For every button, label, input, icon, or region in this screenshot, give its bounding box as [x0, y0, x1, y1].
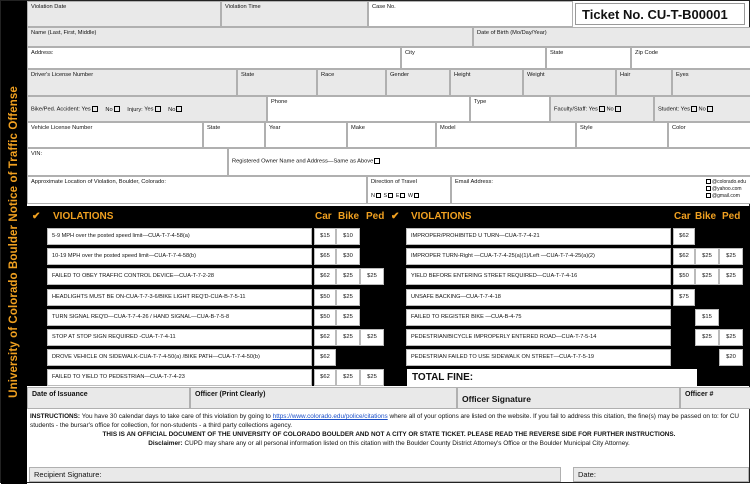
label: Faculty/Staff:: [554, 106, 588, 113]
fine-bike: $25: [336, 268, 360, 285]
officer-signature-field[interactable]: [457, 387, 680, 409]
label: No: [606, 106, 614, 113]
injury-yes-checkbox[interactable]: [155, 106, 161, 112]
instructions: [27, 410, 750, 465]
label: Officer (Print Clearly): [195, 391, 266, 398]
citations-link[interactable]: https://www.colorado.edu/police/citations: [272, 413, 388, 420]
gmail-checkbox[interactable]: [706, 193, 711, 198]
bike-accident-field: [27, 96, 267, 122]
injury-no-checkbox[interactable]: [176, 106, 182, 112]
direction-field: [367, 176, 451, 204]
form-body: [27, 1, 750, 484]
label: Yes: [81, 106, 91, 113]
faculty-yes-checkbox[interactable]: [599, 106, 605, 112]
colorado-checkbox[interactable]: [706, 179, 711, 184]
fine-car: $50: [314, 289, 336, 306]
vehicle-state-field[interactable]: [203, 122, 265, 148]
same-as-above-checkbox[interactable]: [374, 158, 380, 164]
registered-owner-field[interactable]: [228, 148, 750, 176]
fine-ped: $25: [719, 268, 743, 285]
dir-e-checkbox[interactable]: [400, 193, 405, 198]
label: State: [550, 50, 564, 56]
violation-row[interactable]: FAILED TO REGISTER BIKE —CUA-B-4-75: [406, 309, 671, 326]
fine-car: $62: [314, 369, 336, 386]
address-field[interactable]: [27, 47, 401, 69]
disclaimer-text: CUPD may share any or all personal information listed on this citation with the Boulder County District Attorney's Office or the Boulder Municipal City Attorney.: [184, 440, 630, 447]
label: Violation Date: [31, 4, 67, 10]
fine-car: $62: [673, 228, 695, 245]
violation-row[interactable]: 10-19 MPH over the posted speed limit—CUA-T-7-4-58(b): [47, 248, 312, 265]
location-field[interactable]: [27, 176, 367, 204]
check-icon: ✔: [32, 211, 41, 222]
label: Case No.: [372, 4, 396, 10]
label: Injury:: [127, 106, 143, 113]
fine-car: $50: [314, 309, 336, 326]
hair-field[interactable]: [616, 69, 672, 96]
label: VIN:: [31, 151, 43, 157]
disclaimer-label: Disclaimer:: [148, 440, 183, 447]
email-domains: [705, 179, 746, 200]
label: Year: [269, 125, 281, 131]
violation-row[interactable]: 5-9 MPH over the posted speed limit—CUA-T-7-4-58(a): [47, 228, 312, 245]
vehicle-license-field[interactable]: [27, 122, 203, 148]
student-no-checkbox[interactable]: [707, 106, 713, 112]
violation-row[interactable]: UNSAFE BACKING—CUA-T-7-4-18: [406, 289, 671, 306]
label: Height: [454, 72, 471, 78]
fine-ped: $25: [360, 329, 384, 346]
ticket-label: Ticket No.: [582, 7, 644, 22]
label: Model: [440, 125, 456, 131]
phone-field[interactable]: [267, 96, 470, 122]
label: Officer #: [685, 391, 714, 398]
gender-field[interactable]: [386, 69, 450, 96]
vin-field[interactable]: [27, 148, 228, 176]
check-icon: ✔: [391, 211, 400, 222]
height-field[interactable]: [450, 69, 523, 96]
dl-state-field[interactable]: [237, 69, 317, 96]
email-field[interactable]: [451, 176, 750, 204]
fine-car: $75: [673, 289, 695, 306]
ped-header: Ped: [366, 211, 385, 222]
label: Color: [672, 125, 686, 131]
bike-accident-no-checkbox[interactable]: [114, 106, 120, 112]
label: S: [383, 193, 388, 199]
dir-s-checkbox[interactable]: [388, 193, 393, 198]
side-label: University of Colorado Boulder Notice of Traffic Offense: [8, 86, 20, 398]
violation-time-field[interactable]: [221, 1, 368, 27]
state-field[interactable]: [546, 47, 631, 69]
label: Address:: [31, 50, 54, 56]
violation-row[interactable]: HEADLIGHTS MUST BE ON-CUA-T-7-3-6/BIKE LIGHT REQ'D-CUA-B-7-5-11: [47, 289, 312, 306]
officer-print-field[interactable]: [190, 387, 457, 409]
violation-row[interactable]: FAILED TO OBEY TRAFFIC CONTROL DEVICE—CUA-T-7-2-28: [47, 268, 312, 285]
fine-car: $62: [673, 248, 695, 265]
label: Phone: [271, 99, 288, 105]
label: Registered Owner Name and Address—Same as Above: [232, 158, 374, 165]
fine-car: $62: [314, 268, 336, 285]
label: Direction of Travel: [371, 179, 417, 185]
label: Vehicle License Number: [31, 125, 93, 131]
label: Type: [474, 99, 487, 105]
fine-bike: $15: [695, 309, 719, 326]
label: Date:: [578, 470, 596, 479]
label: State: [207, 125, 221, 131]
fine-car: $65: [314, 248, 336, 265]
ticket-value: CU-T-B00001: [647, 7, 728, 22]
violation-row[interactable]: IMPROPER TURN-Right —CUA-T-7-4-25(a)(1)/Left —CUA-T-7-4-25(a)(2): [406, 248, 671, 265]
race-field[interactable]: [317, 69, 386, 96]
violation-row[interactable]: IMPROPER/PROHIBITED U TURN—CUA-T-7-4-21: [406, 228, 671, 245]
label: E: [395, 193, 400, 199]
label: No: [168, 106, 176, 113]
dob-field[interactable]: [473, 27, 750, 47]
vehicle-year-field[interactable]: [265, 122, 347, 148]
label: Yes: [588, 106, 598, 113]
violation-row[interactable]: PEDESTRIAN FAILED TO USE SIDEWALK ON STREET—CUA-T-7-5-19: [406, 349, 671, 366]
label: N: [371, 193, 375, 199]
fine-bike: $30: [336, 248, 360, 265]
faculty-no-checkbox[interactable]: [615, 106, 621, 112]
bike-accident-yes-checkbox[interactable]: [92, 106, 98, 112]
label: @colorado.edu: [712, 179, 746, 185]
weight-field[interactable]: [523, 69, 616, 96]
label: Yes: [144, 106, 154, 113]
student-field: [654, 96, 750, 122]
label: Race: [321, 72, 335, 78]
fine-ped: $25: [360, 369, 384, 386]
label: Approximate Location of Violation, Boulder, Colorado:: [31, 179, 166, 185]
fine-ped: $25: [719, 248, 743, 265]
label: Officer Signature: [462, 394, 531, 404]
label: Date of Issuance: [32, 391, 88, 398]
fine-bike: $25: [336, 309, 360, 326]
fine-bike: $10: [336, 228, 360, 245]
car-header: Car: [315, 211, 332, 222]
label: @gmail.com: [712, 193, 740, 199]
case-no-field[interactable]: [368, 1, 573, 27]
fine-bike: $25: [695, 268, 719, 285]
label: W: [407, 193, 414, 199]
violation-row[interactable]: FAILED TO YIELD TO PEDESTRIAN—CUA-T-7-4-23: [47, 369, 312, 386]
label: Date of Birth (Mo/Day/Year): [477, 30, 547, 36]
total-fine: TOTAL FINE:: [407, 369, 697, 386]
bike-header: Bike: [695, 211, 717, 222]
label: Email Address:: [455, 179, 493, 185]
city-field[interactable]: [401, 47, 546, 69]
label: Zip Code: [635, 50, 659, 56]
label: @yahoo.com: [712, 186, 742, 192]
dir-n-checkbox[interactable]: [376, 193, 381, 198]
violation-row[interactable]: DROVE VEHICLE ON SIDEWALK-CUA-T-7-4-50(a) /BIKE PATH—CUA-T-7-4-50(b): [47, 349, 312, 366]
violations-section: [27, 206, 750, 386]
violations-title-left: VIOLATIONS: [53, 211, 114, 222]
ped-header: Ped: [722, 211, 741, 222]
side-banner: [1, 1, 27, 484]
label: Name (Last, First, Middle): [31, 30, 97, 36]
label: Make: [351, 125, 365, 131]
vehicle-make-field[interactable]: [347, 122, 436, 148]
label: Driver's License Number: [31, 72, 94, 78]
dir-w-checkbox[interactable]: [414, 193, 419, 198]
violation-row[interactable]: YIELD BEFORE ENTERING STREET REQUIRED—CUA-T-7-4-16: [406, 268, 671, 285]
official-notice: THIS IS AN OFFICIAL DOCUMENT OF THE UNIVERSITY OF COLORADO BOULDER AND NOT A CITY OR STATE TICKET. PLEASE READ THE REVERSE SIDE FOR FURTHER INSTRUCTIONS.: [102, 431, 676, 438]
fine-car: $15: [314, 228, 336, 245]
fine-ped: $20: [719, 349, 743, 366]
label: Weight: [527, 72, 545, 78]
zip-field[interactable]: [631, 47, 750, 69]
fine-ped: $25: [719, 329, 743, 346]
fine-bike: $25: [695, 329, 719, 346]
ticket-number: [575, 3, 745, 25]
date-of-issuance-field[interactable]: [27, 387, 190, 409]
fine-car: $62: [314, 349, 336, 366]
label: Gender: [390, 72, 409, 78]
fine-bike: $25: [336, 369, 360, 386]
bike-header: Bike: [338, 211, 360, 222]
label: Yes: [680, 106, 690, 113]
eyes-field[interactable]: [672, 69, 750, 96]
label: City: [405, 50, 415, 56]
car-header: Car: [674, 211, 691, 222]
label: Bike/Ped. Accident:: [31, 106, 81, 113]
fine-bike: $25: [336, 329, 360, 346]
violations-title-right: VIOLATIONS: [411, 211, 472, 222]
fine-ped: $25: [360, 268, 384, 285]
label: Style: [580, 125, 593, 131]
recipient-date-field[interactable]: [573, 467, 749, 482]
violation-row[interactable]: TURN SIGNAL REQ'D—CUA-T-7-4-26 / HAND SIGNAL—CUA-B-7-5-8: [47, 309, 312, 326]
instructions-text: where all of your options are listed on the website. If you fail to address this citation, the fine(s) may be passed on to: for CU students - the bursar's office for collection, for non-students - a third party collections agency.: [30, 413, 740, 429]
label: Violation Time: [225, 4, 261, 10]
label: No: [698, 106, 706, 113]
label: Recipient Signature:: [34, 470, 102, 479]
officer-number-field[interactable]: [680, 387, 750, 409]
label: Hair: [620, 72, 631, 78]
name-field[interactable]: [27, 27, 473, 47]
fine-car: $50: [673, 268, 695, 285]
yahoo-checkbox[interactable]: [706, 186, 711, 191]
direction-options: [371, 193, 447, 199]
vehicle-color-field[interactable]: [668, 122, 750, 148]
label: No: [105, 106, 113, 113]
type-field[interactable]: [470, 96, 550, 122]
instructions-label: INSTRUCTIONS:: [30, 413, 81, 420]
student-yes-checkbox[interactable]: [691, 106, 697, 112]
vehicle-model-field[interactable]: [436, 122, 576, 148]
violation-row[interactable]: PEDESTRIAN/BICYCLE IMPROPERLY ENTERED ROAD—CUA-T-7-5-14: [406, 329, 671, 346]
violation-date-field[interactable]: [27, 1, 221, 27]
fine-car: $62: [314, 329, 336, 346]
header-fields: [27, 1, 750, 204]
vehicle-style-field[interactable]: [576, 122, 668, 148]
dl-number-field[interactable]: [27, 69, 237, 96]
fine-bike: $25: [695, 248, 719, 265]
recipient-signature-field[interactable]: [29, 467, 561, 482]
instructions-text: You have 30 calendar days to take care of this violation by going to: [81, 413, 271, 420]
faculty-staff-field: [550, 96, 654, 122]
violation-row[interactable]: STOP AT STOP SIGN REQUIRED -CUA-T-7-4-11: [47, 329, 312, 346]
label: Student:: [658, 106, 680, 113]
label: State: [241, 72, 255, 78]
fine-bike: $25: [336, 289, 360, 306]
label: Eyes: [676, 72, 689, 78]
